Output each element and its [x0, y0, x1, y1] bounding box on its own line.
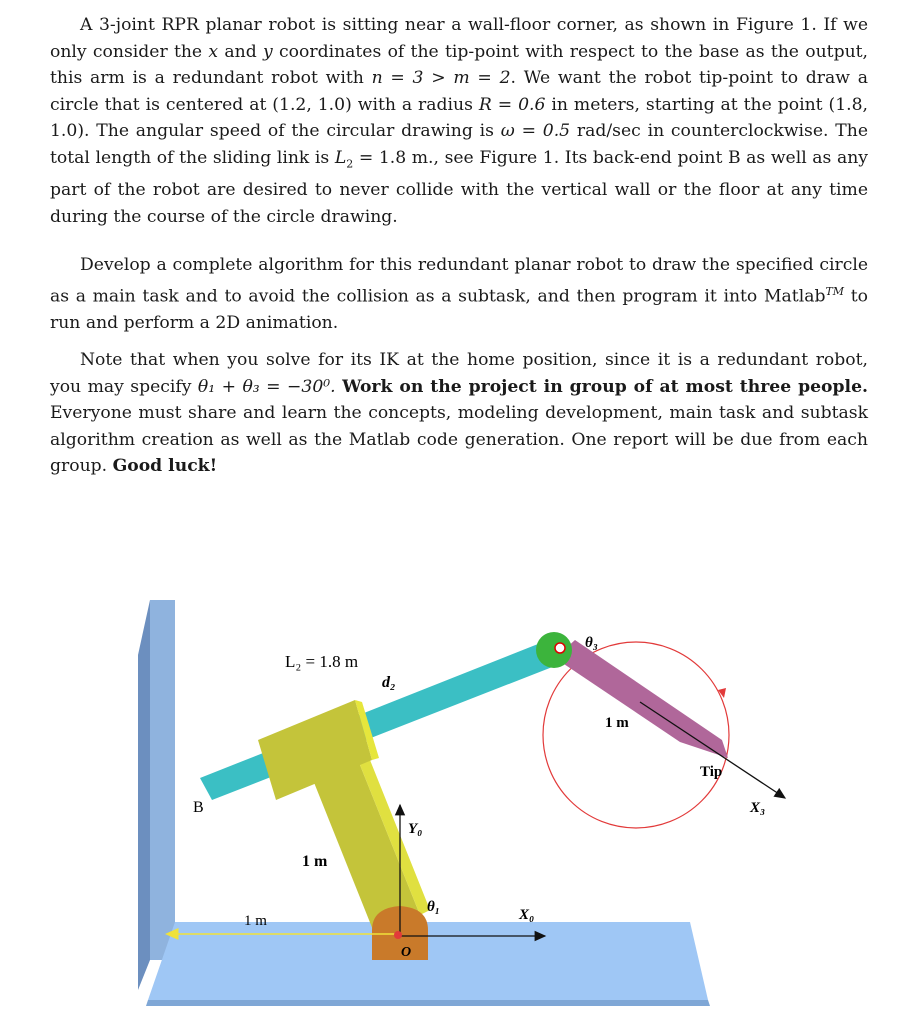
label-tip: Tip	[700, 764, 723, 780]
paragraph-2: Develop a complete algorithm for this redundant planar robot to draw the specified circle as a main task and to avoid the collision as a subtask, and then program it into Matlab™ to run and perform a 2D animation.	[50, 255, 868, 333]
label-X0: X₀	[519, 907, 535, 923]
wall	[150, 600, 175, 960]
label-O: O	[401, 945, 412, 960]
label-Y0: Y₀	[408, 821, 423, 837]
label-d2: d₂	[382, 674, 396, 691]
label-theta3: θ₃	[585, 635, 599, 651]
x3-axis	[640, 702, 785, 798]
sliding-link	[200, 640, 560, 800]
label-B: B	[193, 799, 204, 816]
joint-3	[536, 632, 572, 668]
label-theta1: θ₁	[427, 899, 441, 915]
label-X3: X₃	[750, 800, 766, 816]
label-1m-link3: 1 m	[605, 715, 629, 731]
paragraph-3: Note that when you solve for its IK at the home position, since it is a redundant robot, you may specify θ₁ + θ₃ = −30⁰. Work on the project in group of at most three people. Everyone must share and learn the concepts, modeling development, main task and subtask algorithm creation as well as the Matlab code generation. One report will be due from each group. Good luck!	[50, 350, 868, 476]
link-3	[555, 640, 728, 758]
label-L2: L₂ = 1.8 m	[285, 652, 359, 671]
label-1m-floor: 1 m	[244, 913, 267, 929]
label-1m-link1: 1 m	[302, 853, 328, 870]
paragraph-1: A 3-joint RPR planar robot is sitting near a wall-floor corner, as shown in Figure 1. If we only consider the x and y coordinates of the tip-point with respect to the base as the output, this arm is a redundant robot with n = 3 > m = 2. We want the robot tip-point to draw a circle that is centered at (1.2, 1.0) with a radius R = 0.6 in meters, starting at the point (1.8, 1.0). The angular speed of the circular drawing is ω = 0.5 rad/sec in counterclockwise. The total length of the sliding link is $L_2 = 1.8$ m., see Figure 1. Its back-end point B as well as any part of the robot are desired to never collide with the vertical wall or the floor at any time during the course of the circle drawing.	[50, 15, 869, 227]
